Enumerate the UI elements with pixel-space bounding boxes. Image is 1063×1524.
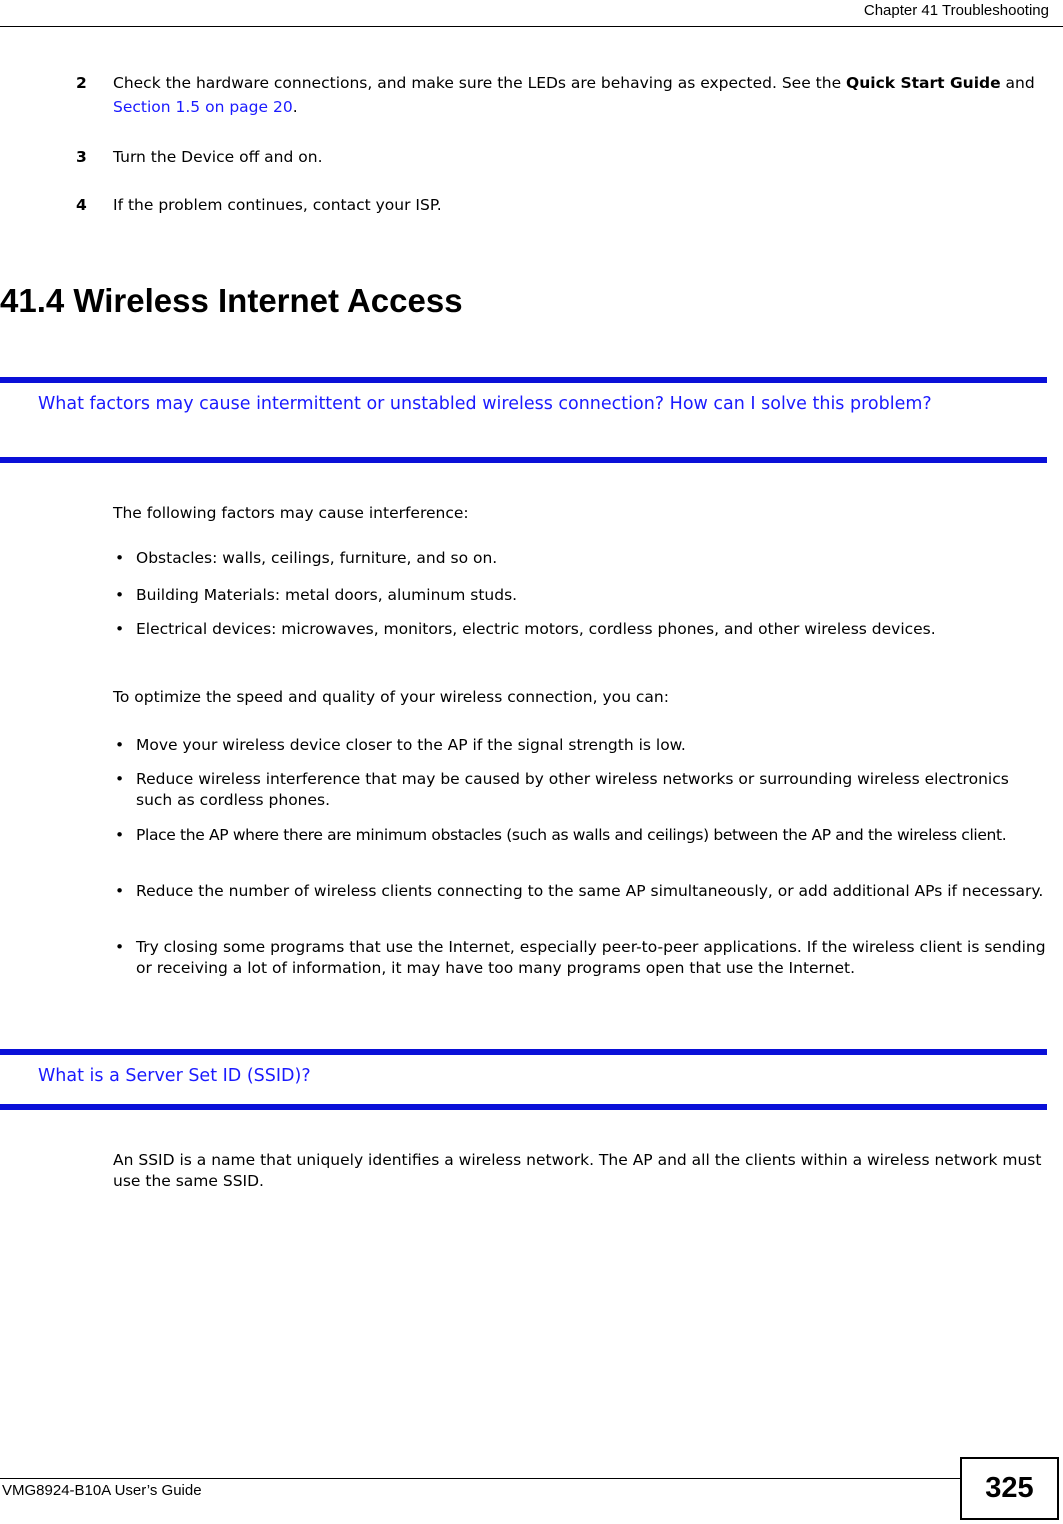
step-text xyxy=(113,71,1043,119)
quick-start-guide-ref: Quick Start Guide xyxy=(846,74,1001,92)
interference-intro: The following factors may cause interference: xyxy=(113,504,469,522)
list-item xyxy=(113,619,1048,640)
chapter-header: Chapter 41 Troubleshooting xyxy=(863,2,1049,19)
list-item-text: Try closing some programs that use the Internet, especially peer-to-peer applications. If the wireless client is sending or receiving a lot of information, it may have too many programs open that use the Internet. xyxy=(136,938,1046,977)
list-item-text: Building Materials: metal doors, aluminum studs. xyxy=(136,586,518,604)
bullet-icon: • xyxy=(115,586,125,604)
list-item-text: Move your wireless device closer to the AP if the signal strength is low. xyxy=(136,736,686,754)
list-item-text: Reduce the number of wireless clients connecting to the same AP simultaneously, or add additional APs if necessary. xyxy=(136,882,1044,900)
list-item xyxy=(113,769,1048,811)
bullet-icon: • xyxy=(115,938,125,956)
list-item xyxy=(113,881,1048,902)
ssid-answer: An SSID is a name that uniquely identifies a wireless network. The AP and all the clients within a wireless network must use the same SSID. xyxy=(113,1151,1042,1190)
list-item xyxy=(113,735,1048,756)
faq-question-ssid: What is a Server Set ID (SSID)? xyxy=(38,1066,311,1086)
page-number: 325 xyxy=(960,1457,1059,1520)
bullet-icon: • xyxy=(115,620,125,638)
bullet-icon: • xyxy=(115,826,124,844)
step-number: 3 xyxy=(76,148,87,166)
bullet-icon: • xyxy=(115,549,125,567)
list-item xyxy=(113,585,1048,606)
step-number: 4 xyxy=(76,196,87,214)
list-item-text: Place the AP where there are minimum obstacles (such as walls and ceilings) between the AP and the wireless client. xyxy=(136,826,1007,844)
list-item-text: Reduce wireless interference that may be caused by other wireless networks or surrounding wireless electronics such as cordless phones. xyxy=(136,770,1009,809)
step-text: Turn the Device off and on. xyxy=(113,148,323,166)
question-top-rule xyxy=(0,1049,1047,1055)
step-text-post: . xyxy=(292,98,298,116)
list-item-text: Electrical devices: microwaves, monitors, electric motors, cordless phones, and other wireless devices. xyxy=(136,620,936,638)
question-top-rule xyxy=(0,377,1047,383)
list-item-text: Obstacles: walls, ceilings, furniture, and so on. xyxy=(136,549,498,567)
question-bottom-rule xyxy=(0,1104,1047,1110)
header-rule xyxy=(0,26,1063,27)
question-bottom-rule xyxy=(0,457,1047,463)
step-text-mid: and xyxy=(1000,74,1035,92)
faq-question-interference: What factors may cause intermittent or unstabled wireless connection? How can I solve this problem? xyxy=(38,394,932,414)
section-title: 41.4 Wireless Internet Access xyxy=(0,282,463,319)
list-item xyxy=(113,825,1048,846)
guide-title: VMG8924-B10A User’s Guide xyxy=(2,1482,202,1499)
step-text: If the problem continues, contact your ISP. xyxy=(113,196,442,214)
bullet-icon: • xyxy=(115,736,125,754)
step-text-pre: Check the hardware connections, and make sure the LEDs are behaving as expected. See the xyxy=(113,74,847,92)
list-item xyxy=(113,937,1048,979)
step-number: 2 xyxy=(76,74,87,92)
optimize-intro: To optimize the speed and quality of your wireless connection, you can: xyxy=(113,688,669,706)
section-link[interactable]: Section 1.5 on page 20 xyxy=(113,98,293,116)
bullet-icon: • xyxy=(115,882,125,900)
footer-rule xyxy=(0,1478,960,1479)
list-item xyxy=(113,548,1048,569)
bullet-icon: • xyxy=(115,770,125,788)
